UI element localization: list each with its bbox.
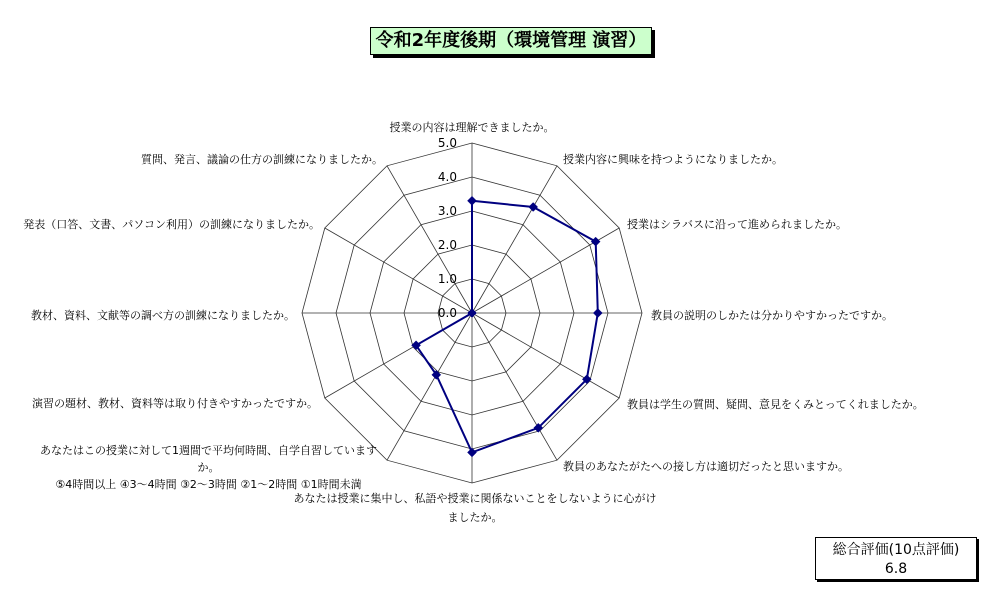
axis-spoke	[472, 313, 557, 460]
category-label: 教員は学生の質問、疑問、意見をくみとってくれましたか。	[627, 398, 924, 411]
axis-spoke	[472, 313, 619, 398]
category-label: あなたはこの授業に対して1週間で平均何時間、自学自習していますか。 ⑤4時間以上 ④3～4時間 ③2～3時間 ②1～2時間 ①1時間未満	[40, 444, 377, 491]
tick-label: 5.0	[437, 136, 457, 150]
category-label: 授業内容に興味を持つようになりましたか。	[563, 153, 783, 166]
category-label: 教員のあなたがたへの接し方は適切だったと思いますか。	[563, 460, 849, 473]
tick-label: 0.0	[437, 306, 457, 320]
tick-label: 2.0	[437, 238, 457, 252]
category-label: 演習の題材、教材、資料等は取り付きやすかったですか。	[32, 397, 318, 410]
category-label: 教材、資料、文献等の調べ方の訓練になりましたか。	[31, 309, 295, 322]
data-point-marker	[529, 202, 538, 211]
data-point-marker	[591, 237, 600, 246]
overall-rating-value: 6.8	[884, 561, 908, 577]
category-label: 授業はシラバスに沿って進められましたか。	[627, 218, 847, 231]
category-label: 発表（口答、文書、パソコン利用）の訓練になりましたか。	[23, 218, 320, 231]
data-point-marker	[468, 196, 477, 205]
category-label: 授業の内容は理解できましたか。	[389, 121, 555, 134]
category-label: あなたは授業に集中し、私語や授業に関係ないことをしないように心がけましたか。	[293, 492, 657, 524]
category-label: 教員の説明のしかたは分かりやすかったですか。	[651, 309, 893, 322]
data-point-marker	[468, 309, 477, 318]
axis-spoke	[387, 166, 472, 313]
chart-title: 令和2年度後期（環境管理 演習）	[370, 27, 652, 55]
data-point-marker	[593, 309, 602, 318]
series-group	[412, 196, 603, 457]
overall-rating-box	[815, 537, 977, 580]
tick-labels	[438, 136, 457, 320]
overall-rating-label: 総合評価(10点評価)	[832, 542, 960, 558]
category-label: 質問、発言、議論の仕方の訓練になりましたか。	[141, 153, 383, 166]
axis-spoke	[387, 313, 472, 460]
data-point-marker	[468, 448, 477, 457]
axis-spoke	[472, 166, 557, 313]
tick-label: 4.0	[437, 170, 457, 184]
tick-label: 3.0	[437, 204, 457, 218]
tick-label: 1.0	[437, 272, 457, 286]
